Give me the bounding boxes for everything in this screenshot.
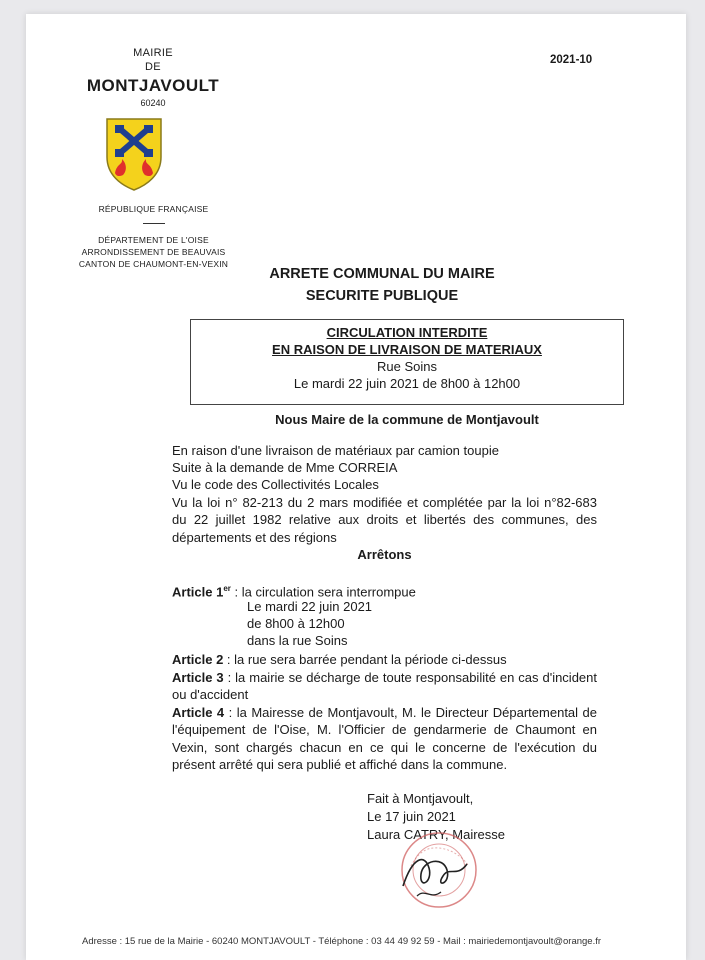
footer-address: Adresse : 15 rue de la Mairie - 60240 MONTJAVOULT - Téléphone : 03 44 49 92 59 - Mail : mairiedemontjavoult@orange.fr: [82, 936, 602, 947]
coat-of-arms-logo: [105, 117, 163, 191]
title-line-2: SECURITE PUBLIQUE: [305, 288, 459, 304]
article-3-label: Article 3: [172, 670, 224, 685]
article-1-label: Article 1: [172, 584, 224, 600]
canton-label: CANTON DE CHAUMONT-EN-VEXIN: [78, 259, 229, 269]
article-2-label: Article 2: [172, 652, 224, 667]
article-2: [172, 651, 597, 668]
title-line-1: ARRETE COMMUNAL DU MAIRE: [269, 266, 495, 282]
considerant-4: Vu la loi n° 82-213 du 2 mars modifiée et complétée par la loi n°82-683 du 22 juillet 1982 relative aux droits et libertés des communes, des départements et des régions: [172, 495, 597, 545]
signature-place: Fait à Montjavoult,: [367, 791, 474, 806]
box-line-1: CIRCULATION INTERDITE: [326, 325, 488, 340]
document-page: [26, 14, 686, 960]
article-1-text: : la circulation sera interrompue: [230, 584, 416, 600]
signature-signer: Laura CATRY, Mairesse: [367, 827, 506, 842]
signature-date: Le 17 juin 2021: [367, 809, 456, 824]
postcode: 60240: [140, 98, 166, 108]
article-3: [172, 669, 597, 704]
reference-number: 2021-10: [550, 54, 593, 66]
de-label: DE: [145, 61, 161, 73]
subject-box: [190, 319, 624, 405]
article-1-line-4: dans la rue Soins: [247, 633, 348, 648]
article-4-text: : la Mairesse de Montjavoult, M. le Directeur Départemental de l'équipement de l'Oise, M. l'Officier de gendarmerie de Chaumont en Vexin, sont chargés chacun en ce qui le concerne de l'exécution du présent arrêté qui sera publié et affiché dans la commune.: [172, 705, 597, 772]
departement-label: DÉPARTEMENT DE L'OISE: [98, 235, 209, 245]
intro-line: Nous Maire de la commune de Montjavoult: [275, 412, 539, 427]
box-line-4: Le mardi 22 juin 2021 de 8h00 à 12h00: [293, 376, 521, 391]
header-divider: [143, 223, 165, 224]
box-line-2: EN RAISON DE LIVRAISON DE MATERIAUX: [272, 342, 542, 357]
article-1: [172, 580, 597, 601]
arrondissement-label: ARRONDISSEMENT DE BEAUVAIS: [81, 247, 226, 257]
town-name: MONTJAVOULT: [86, 76, 220, 95]
article-3-text: : la mairie se décharge de toute responsabilité en cas d'incident ou d'accident: [172, 670, 598, 703]
article-1-sup: er: [223, 584, 231, 593]
arretons-heading: Arrêtons: [357, 547, 412, 562]
article-2-text: : la rue sera barrée pendant la période ci-dessus: [223, 652, 507, 667]
considerant-2: Suite à la demande de Mme CORREIA: [172, 460, 398, 475]
article-1-line-2: Le mardi 22 juin 2021: [247, 599, 373, 614]
considerant-1: En raison d'une livraison de matériaux par camion toupie: [172, 443, 499, 458]
box-line-3: Rue Soins: [377, 359, 437, 374]
considerant-3: Vu le code des Collectivités Locales: [172, 477, 379, 492]
republique-label: RÉPUBLIQUE FRANÇAISE: [98, 204, 209, 214]
mairie-label: MAIRIE: [133, 47, 173, 59]
article-4: [172, 704, 597, 773]
article-4-label: Article 4: [172, 705, 225, 720]
article-1-line-3: de 8h00 à 12h00: [247, 616, 345, 631]
mairie-stamp-and-signature: [391, 826, 481, 912]
